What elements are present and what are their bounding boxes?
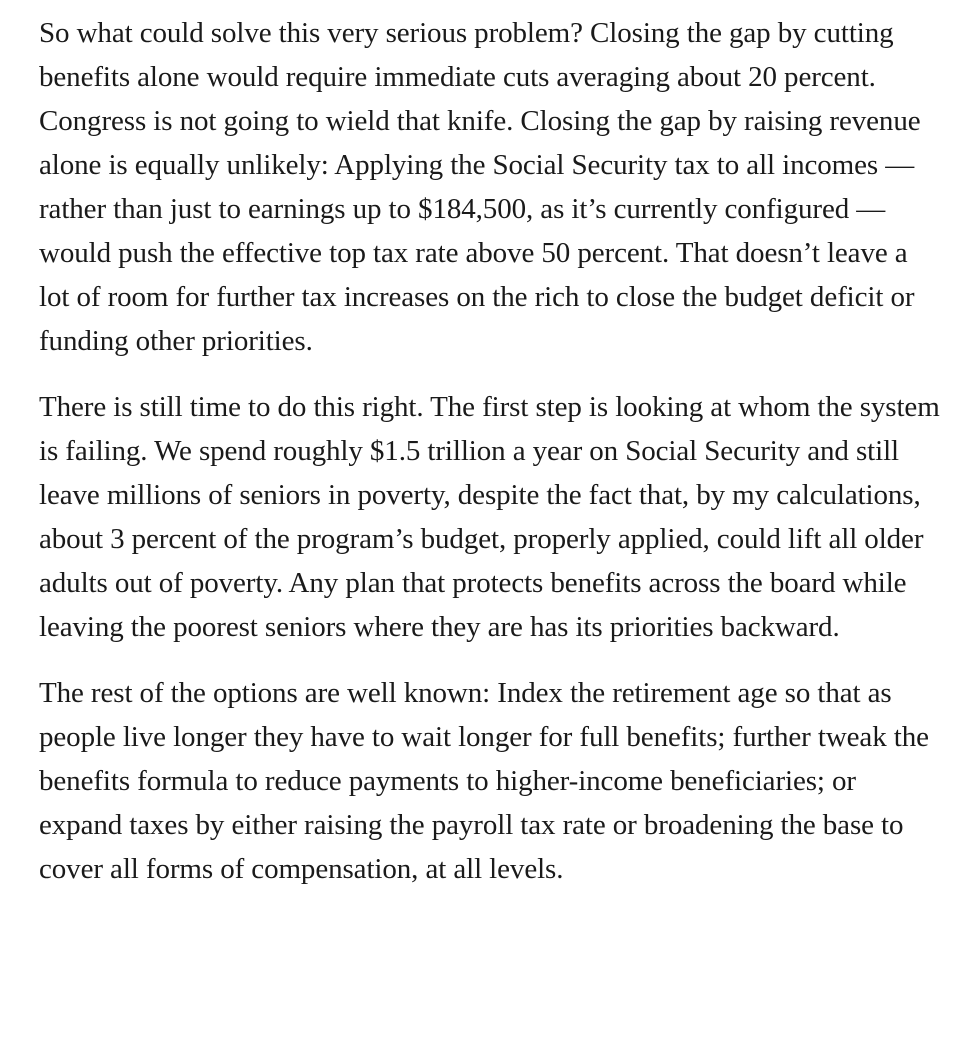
- article-paragraph-1: So what could solve this very serious problem? Closing the gap by cutting benefits alone would require immediate cuts averaging about 20 percent. Congress is not going to wield that knife. Closing the gap by raising revenue alone is equally unlikely: Applying the Social Security tax to all incomes — rather than just to earnings up to $184,500, as it’s currently configured — would push the effective top tax rate above 50 percent. That doesn’t leave a lot of room for further tax increases on the rich to close the budget deficit or funding other priorities.: [39, 17, 921, 357]
- article-body: [39, 11, 944, 913]
- article-paragraph-3: The rest of the options are well known: Index the retirement age so that as people live longer they have to wait longer for full benefits; further tweak the benefits formula to reduce payments to higher-income beneficiaries; or expand taxes by either raising the payroll tax rate or broadening the base to cover all forms of compensation, at all levels.: [39, 677, 929, 885]
- article-paragraph-2: There is still time to do this right. The first step is looking at whom the system is failing. We spend roughly $1.5 trillion a year on Social Security and still leave millions of seniors in poverty, despite the fact that, by my calculations, about 3 percent of the program’s budget, properly applied, could lift all older adults out of poverty. Any plan that protects benefits across the board while leaving the poorest seniors where they are has its priorities backward.: [39, 391, 940, 643]
